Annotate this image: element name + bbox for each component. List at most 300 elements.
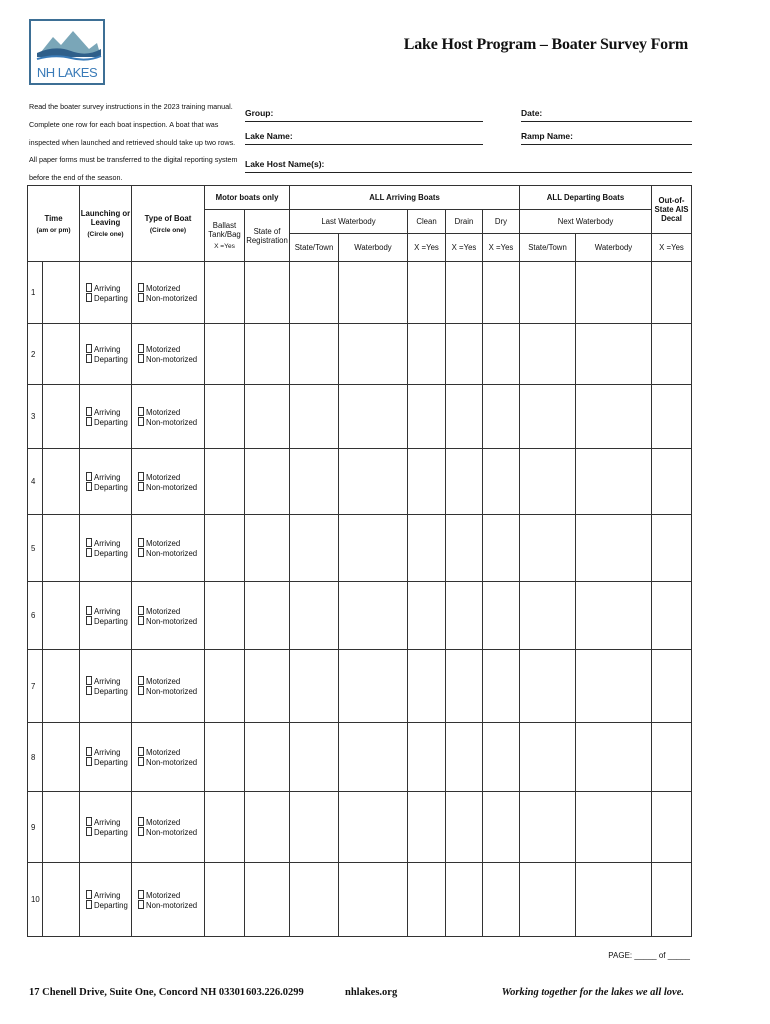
time-cell[interactable] (43, 723, 80, 792)
checkbox-icon (86, 817, 92, 826)
departing-label: Departing (94, 828, 128, 837)
decal-cell[interactable] (652, 650, 692, 723)
launching-cell[interactable] (80, 262, 132, 324)
ballast-label: Ballast Tank/Bag (208, 221, 241, 239)
boat-type-cell[interactable] (132, 650, 205, 723)
decal-yes-header: X =Yes (652, 234, 692, 262)
state-registration-cell[interactable] (245, 449, 290, 515)
drain-cell[interactable] (446, 792, 483, 863)
motorized-label: Motorized (146, 472, 181, 482)
departing-state-town-cell[interactable] (520, 650, 576, 723)
departing-waterbody-cell[interactable] (576, 723, 652, 792)
departing-state-town-cell[interactable] (520, 863, 576, 937)
arriving-waterbody-cell[interactable] (339, 385, 408, 449)
departing-label: Departing (94, 900, 128, 910)
clean-cell[interactable] (408, 262, 446, 324)
dry-cell[interactable] (483, 449, 520, 515)
checkbox-icon (138, 482, 144, 491)
row-number: 1 (28, 262, 43, 324)
ballast-cell[interactable] (205, 863, 245, 937)
checkbox-icon (86, 354, 92, 363)
next-waterbody-header: Next Waterbody (520, 210, 652, 234)
time-cell[interactable] (43, 324, 80, 385)
departing-waterbody-cell[interactable] (576, 324, 652, 385)
group-field[interactable] (245, 106, 483, 122)
motorized-option[interactable] (138, 283, 204, 293)
time-cell[interactable] (43, 449, 80, 515)
dry-cell[interactable] (483, 863, 520, 937)
dry-cell[interactable] (483, 723, 520, 792)
lake-name-label: Lake Name: (245, 131, 293, 141)
table-row (28, 515, 692, 582)
state-registration-cell[interactable] (245, 723, 290, 792)
departing-state-town-cell[interactable] (520, 792, 576, 863)
dry-header: Dry (483, 210, 520, 234)
departing-waterbody-cell[interactable] (576, 792, 652, 863)
ballast-header (205, 210, 245, 262)
arriving-label: Arriving (94, 407, 121, 417)
form-title: Lake Host Program – Boater Survey Form (403, 36, 688, 53)
decal-cell[interactable] (652, 863, 692, 937)
instruction-line: Complete one row for each boat inspection. A boat that was (29, 119, 219, 129)
arriving-label: Arriving (94, 818, 121, 827)
departing-waterbody-cell[interactable] (576, 515, 652, 582)
ballast-cell[interactable] (205, 449, 245, 515)
checkbox-icon (86, 344, 92, 353)
clean-cell[interactable] (408, 863, 446, 937)
ramp-name-label: Ramp Name: (521, 131, 573, 141)
decal-cell[interactable] (652, 582, 692, 650)
date-field[interactable] (521, 106, 692, 122)
motorized-label: Motorized (146, 890, 181, 900)
decal-cell[interactable] (652, 792, 692, 863)
instruction-line: Read the boater survey instructions in the 2023 training manual. (29, 102, 233, 111)
clean-cell[interactable] (408, 582, 446, 650)
drain-cell[interactable] (446, 582, 483, 650)
departing-waterbody-cell[interactable] (576, 385, 652, 449)
time-cell[interactable] (43, 515, 80, 582)
clean-cell[interactable] (408, 650, 446, 723)
motorized-option[interactable] (138, 407, 204, 417)
table-row (28, 723, 692, 792)
time-cell[interactable] (43, 650, 80, 723)
ballast-cell[interactable] (205, 385, 245, 449)
arriving-state-town-cell[interactable] (290, 324, 339, 385)
row-number: 6 (28, 582, 43, 650)
checkbox-icon (86, 890, 92, 899)
instruction-line: All paper forms must be transferred to the digital reporting system (29, 155, 238, 165)
ballast-cell[interactable] (205, 582, 245, 650)
drain-cell[interactable] (446, 863, 483, 937)
drain-cell[interactable] (446, 324, 483, 385)
checkbox-icon (138, 686, 144, 695)
ballast-cell[interactable] (205, 723, 245, 792)
ballast-cell[interactable] (205, 324, 245, 385)
clean-yes-header: X =Yes (408, 234, 446, 262)
non-motorized-label: Non-motorized (146, 687, 198, 696)
footer-address: 17 Chenell Drive, Suite One, Concord NH 03301 (29, 987, 246, 998)
ballast-cell[interactable] (205, 792, 245, 863)
arriving-state-town-cell[interactable] (290, 515, 339, 582)
arriving-option[interactable] (86, 283, 131, 293)
departing-option[interactable] (86, 293, 131, 303)
departing-state-town-cell[interactable] (520, 582, 576, 650)
dry-cell[interactable] (483, 385, 520, 449)
departing-option[interactable] (86, 827, 131, 837)
launching-cell[interactable] (80, 385, 132, 449)
drain-cell[interactable] (446, 650, 483, 723)
arriving-waterbody-cell[interactable] (339, 515, 408, 582)
arriving-state-town-cell[interactable] (290, 792, 339, 863)
state-registration-cell[interactable] (245, 792, 290, 863)
footer-phone: 603.226.0299 (246, 987, 304, 998)
drain-yes-header: X =Yes (446, 234, 483, 262)
motorized-option[interactable] (138, 538, 204, 548)
table-row (28, 863, 692, 937)
arriving-waterbody-cell[interactable] (339, 863, 408, 937)
motorized-label: Motorized (146, 407, 181, 417)
footer-tagline: Working together for the lakes we all love. (501, 987, 684, 998)
non-motorized-option[interactable] (138, 482, 204, 492)
checkbox-icon (86, 538, 92, 547)
checkbox-icon (138, 606, 144, 615)
non-motorized-label: Non-motorized (146, 549, 198, 558)
departing-state-town-cell[interactable] (520, 385, 576, 449)
departing-state-town-cell[interactable] (520, 262, 576, 324)
departing-waterbody-cell[interactable] (576, 863, 652, 937)
drain-cell[interactable] (446, 449, 483, 515)
nh-lakes-logo (29, 19, 105, 85)
checkbox-icon (86, 616, 92, 625)
row-number: 9 (28, 792, 43, 863)
instruction-line: inspected when launched and retrieved should take up two rows. (29, 137, 236, 147)
arriving-state-town-cell[interactable] (290, 262, 339, 324)
ballast-cell[interactable] (205, 515, 245, 582)
motorized-label: Motorized (146, 345, 181, 354)
checkbox-icon (86, 900, 92, 909)
decal-cell[interactable] (652, 723, 692, 792)
state-registration-header: State of Registration (245, 210, 290, 262)
arriving-label: Arriving (94, 539, 121, 548)
arriving-state-town-cell[interactable] (290, 582, 339, 650)
motorized-option[interactable] (138, 817, 204, 827)
non-motorized-label: Non-motorized (146, 758, 198, 767)
time-cell[interactable] (43, 792, 80, 863)
checkbox-icon (138, 293, 144, 302)
motorized-option[interactable] (138, 676, 204, 686)
motorized-label: Motorized (146, 748, 181, 757)
dry-cell[interactable] (483, 650, 520, 723)
boat-type-cell[interactable] (132, 723, 205, 792)
non-motorized-option[interactable] (138, 900, 204, 910)
type-label: Type of Boat (144, 213, 192, 223)
arriving-waterbody-cell[interactable] (339, 792, 408, 863)
table-row (28, 385, 692, 449)
arriving-state-town-cell[interactable] (290, 723, 339, 792)
type-header (132, 186, 205, 262)
checkbox-icon (138, 417, 144, 426)
motorized-option[interactable] (138, 344, 204, 354)
ballast-cell[interactable] (205, 650, 245, 723)
departing-option[interactable] (86, 757, 131, 767)
non-motorized-label: Non-motorized (146, 482, 198, 492)
lake-name-field[interactable] (245, 129, 483, 145)
motorized-label: Motorized (146, 818, 181, 827)
out-of-state-header: Out-of-State AIS Decal (652, 186, 692, 234)
state-registration-cell[interactable] (245, 650, 290, 723)
checkbox-icon (138, 827, 144, 836)
checkbox-icon (86, 827, 92, 836)
time-cell[interactable] (43, 385, 80, 449)
departing-label: Departing (94, 417, 128, 427)
departing-option[interactable] (86, 616, 131, 626)
state-registration-cell[interactable] (245, 324, 290, 385)
checkbox-icon (86, 548, 92, 557)
state-registration-cell[interactable] (245, 385, 290, 449)
time-sub-label: (am or pm) (36, 226, 71, 234)
arriving-option[interactable] (86, 472, 131, 482)
checkbox-icon (86, 472, 92, 481)
time-cell[interactable] (43, 262, 80, 324)
departing-state-town-cell[interactable] (520, 324, 576, 385)
departing-label: Departing (94, 616, 128, 626)
drain-cell[interactable] (446, 262, 483, 324)
checkbox-icon (138, 757, 144, 766)
non-motorized-option[interactable] (138, 827, 204, 837)
boat-type-cell[interactable] (132, 792, 205, 863)
motorized-option[interactable] (138, 606, 204, 616)
launching-cell[interactable] (80, 582, 132, 650)
drain-header: Drain (446, 210, 483, 234)
arriving-option[interactable] (86, 538, 131, 548)
non-motorized-option[interactable] (138, 354, 204, 364)
departing-option[interactable] (86, 900, 131, 910)
non-motorized-label: Non-motorized (146, 616, 198, 626)
departing-state-town-cell[interactable] (520, 723, 576, 792)
instruction-line: before the end of the season. (29, 173, 123, 183)
checkbox-icon (138, 283, 144, 292)
launching-label: Launching or Leaving (80, 209, 131, 227)
departing-label: Departing (94, 687, 128, 696)
arriving-option[interactable] (86, 817, 131, 827)
checkbox-icon (86, 482, 92, 491)
departing-option[interactable] (86, 548, 131, 558)
arriving-option[interactable] (86, 606, 131, 616)
boat-type-cell[interactable] (132, 515, 205, 582)
non-motorized-option[interactable] (138, 417, 204, 427)
boat-type-cell[interactable] (132, 385, 205, 449)
arriving-option[interactable] (86, 747, 131, 757)
arriving-waterbody-cell[interactable] (339, 449, 408, 515)
state-registration-cell[interactable] (245, 262, 290, 324)
non-motorized-option[interactable] (138, 757, 204, 767)
clean-cell[interactable] (408, 792, 446, 863)
time-cell[interactable] (43, 863, 80, 937)
arriving-option[interactable] (86, 676, 131, 686)
boat-type-cell[interactable] (132, 582, 205, 650)
arriving-waterbody-cell[interactable] (339, 262, 408, 324)
departing-option[interactable] (86, 354, 131, 364)
state-registration-cell[interactable] (245, 863, 290, 937)
table-row (28, 582, 692, 650)
drain-cell[interactable] (446, 723, 483, 792)
non-motorized-option[interactable] (138, 548, 204, 558)
launching-cell[interactable] (80, 515, 132, 582)
boat-type-cell[interactable] (132, 262, 205, 324)
departing-waterbody-cell[interactable] (576, 262, 652, 324)
motorized-option[interactable] (138, 747, 204, 757)
table-row (28, 262, 692, 324)
departing-option[interactable] (86, 417, 131, 427)
arriving-state-town-header: State/Town (290, 234, 339, 262)
arriving-label: Arriving (94, 606, 121, 616)
checkbox-icon (86, 606, 92, 615)
decal-cell[interactable] (652, 385, 692, 449)
checkbox-icon (138, 548, 144, 557)
launching-cell[interactable] (80, 792, 132, 863)
decal-cell[interactable] (652, 324, 692, 385)
checkbox-icon (138, 538, 144, 547)
boat-type-cell[interactable] (132, 863, 205, 937)
launching-cell[interactable] (80, 449, 132, 515)
ballast-sub-label: X =Yes (214, 243, 235, 250)
arriving-label: Arriving (94, 345, 121, 354)
motorized-label: Motorized (146, 606, 181, 616)
row-number: 5 (28, 515, 43, 582)
table-row (28, 792, 692, 863)
ballast-cell[interactable] (205, 262, 245, 324)
state-registration-cell[interactable] (245, 515, 290, 582)
time-cell[interactable] (43, 582, 80, 650)
checkbox-icon (138, 817, 144, 826)
type-sub-label: (Circle one) (149, 226, 187, 234)
checkbox-icon (86, 676, 92, 685)
arriving-option[interactable] (86, 407, 131, 417)
arriving-label: Arriving (94, 677, 121, 686)
checkbox-icon (138, 354, 144, 363)
table-row (28, 324, 692, 385)
row-number: 10 (28, 863, 43, 937)
ramp-name-field[interactable] (521, 129, 692, 145)
non-motorized-option[interactable] (138, 686, 204, 696)
departing-label: Departing (94, 355, 128, 364)
state-registration-cell[interactable] (245, 582, 290, 650)
arriving-state-town-cell[interactable] (290, 863, 339, 937)
motorized-label: Motorized (146, 283, 181, 293)
boat-type-cell[interactable] (132, 324, 205, 385)
departing-option[interactable] (86, 482, 131, 492)
clean-cell[interactable] (408, 385, 446, 449)
departing-waterbody-cell[interactable] (576, 650, 652, 723)
checkbox-icon (86, 417, 92, 426)
motorized-label: Motorized (146, 677, 181, 686)
departing-state-town-cell[interactable] (520, 449, 576, 515)
arriving-waterbody-cell[interactable] (339, 650, 408, 723)
arriving-waterbody-cell[interactable] (339, 723, 408, 792)
row-number: 7 (28, 650, 43, 723)
checkbox-icon (86, 293, 92, 302)
non-motorized-label: Non-motorized (146, 828, 198, 837)
table-row (28, 650, 692, 723)
dry-cell[interactable] (483, 262, 520, 324)
launching-sub-label: (Circle one) (87, 231, 124, 238)
launching-cell[interactable] (80, 723, 132, 792)
arriving-waterbody-header: Waterbody (339, 234, 408, 262)
non-motorized-option[interactable] (138, 616, 204, 626)
boat-type-cell[interactable] (132, 449, 205, 515)
decal-cell[interactable] (652, 262, 692, 324)
dry-cell[interactable] (483, 582, 520, 650)
footer-website: nhlakes.org (345, 987, 398, 998)
clean-cell[interactable] (408, 515, 446, 582)
launching-header (80, 186, 132, 262)
launching-cell[interactable] (80, 650, 132, 723)
arriving-label: Arriving (94, 748, 121, 757)
lake-host-names-field[interactable] (245, 157, 692, 173)
checkbox-icon (138, 747, 144, 756)
clean-header: Clean (408, 210, 446, 234)
dry-cell[interactable] (483, 324, 520, 385)
checkbox-icon (138, 344, 144, 353)
departing-label: Departing (94, 758, 128, 767)
departing-waterbody-cell[interactable] (576, 449, 652, 515)
checkbox-icon (138, 472, 144, 481)
all-departing-header: ALL Departing Boats (520, 186, 652, 210)
non-motorized-option[interactable] (138, 293, 204, 303)
arriving-state-town-cell[interactable] (290, 449, 339, 515)
time-header (28, 186, 80, 262)
departing-waterbody-cell[interactable] (576, 582, 652, 650)
arriving-state-town-cell[interactable] (290, 650, 339, 723)
decal-cell[interactable] (652, 449, 692, 515)
table-row (28, 449, 692, 515)
clean-cell[interactable] (408, 324, 446, 385)
checkbox-icon (138, 890, 144, 899)
dry-yes-header: X =Yes (483, 234, 520, 262)
row-number: 2 (28, 324, 43, 385)
launching-cell[interactable] (80, 324, 132, 385)
checkbox-icon (138, 900, 144, 909)
motorized-option[interactable] (138, 472, 204, 482)
departing-state-town-cell[interactable] (520, 515, 576, 582)
last-waterbody-header: Last Waterbody (290, 210, 408, 234)
arriving-option[interactable] (86, 890, 131, 900)
arriving-state-town-cell[interactable] (290, 385, 339, 449)
checkbox-icon (86, 686, 92, 695)
checkbox-icon (138, 616, 144, 625)
lake-host-names-label: Lake Host Name(s): (245, 159, 325, 169)
dry-cell[interactable] (483, 792, 520, 863)
clean-cell[interactable] (408, 723, 446, 792)
arriving-waterbody-cell[interactable] (339, 324, 408, 385)
time-label: Time (44, 213, 63, 223)
dry-cell[interactable] (483, 515, 520, 582)
drain-cell[interactable] (446, 515, 483, 582)
instructions (29, 98, 238, 187)
arriving-option[interactable] (86, 344, 131, 354)
arriving-waterbody-cell[interactable] (339, 582, 408, 650)
date-label: Date: (521, 108, 543, 118)
departing-option[interactable] (86, 686, 131, 696)
arriving-label: Arriving (94, 472, 121, 482)
drain-cell[interactable] (446, 385, 483, 449)
clean-cell[interactable] (408, 449, 446, 515)
row-number: 8 (28, 723, 43, 792)
launching-cell[interactable] (80, 863, 132, 937)
motorized-option[interactable] (138, 890, 204, 900)
row-number: 3 (28, 385, 43, 449)
decal-cell[interactable] (652, 515, 692, 582)
